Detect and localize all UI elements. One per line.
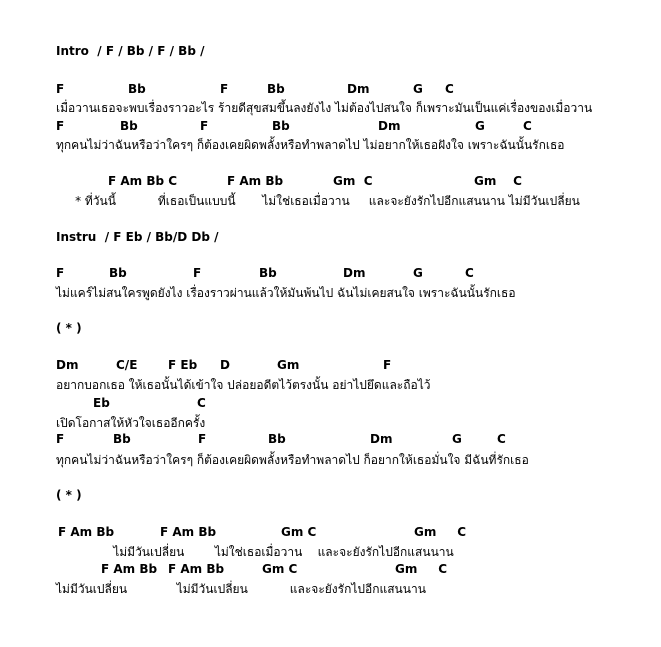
chord-label: Bb [259, 266, 277, 280]
chorus-ref-2: ( * ) [56, 488, 82, 502]
outro-lyric-2: ไม่มีวันเปลี่ยน ไม่มีวันเปลี่ยน และจะยังรักไปอีกแสนนาน [56, 582, 426, 596]
chord-label: G [475, 119, 485, 133]
chorus-lyric: * ที่วันนี้ ที่เธอเป็นแบบนี้ ไม่ใช่เธอเมื่อวาน และจะยังรักไปอีกแสนนาน ไม่มีวันเปลี่ยน [56, 194, 580, 208]
chord-label: C/E [116, 358, 138, 372]
chord-label: F Am Bb [160, 525, 217, 539]
bridge-chords-1 [0, 358, 661, 374]
outro-chords-2 [0, 562, 661, 578]
chord-label: F Am Bb C [108, 174, 178, 188]
chord-label: G [413, 82, 423, 96]
chord-label: Bb [113, 432, 131, 446]
intro-line: Intro / F / Bb / F / Bb / [56, 44, 205, 58]
verse1-chords-1 [0, 82, 661, 98]
chord-label: F Am Bb [168, 562, 225, 576]
chord-label: Gm C [474, 174, 522, 188]
chord-label: C [497, 432, 506, 446]
chorus-chords [0, 174, 661, 190]
outro-lyric-1: ไม่มีวันเปลี่ยน ไม่ใช่เธอเมื่อวาน และจะยังรักไปอีกแสนนาน [56, 545, 454, 559]
chord-label: Bb [128, 82, 146, 96]
chord-label: G [452, 432, 462, 446]
chord-label: F Am Bb [227, 174, 284, 188]
verse1-lyric-2: ทุกคนไม่ว่าฉันหรือว่าใครๆ ก็ต้องเคยผิดพลั้งหรือทำพลาดไป ไม่อยากให้เธอฝังใจ เพราะฉันนั้นรักเธอ [56, 138, 565, 152]
chord-label: F Eb [168, 358, 198, 372]
chord-label: Gm [277, 358, 300, 372]
chord-label: F [56, 119, 65, 133]
bridge-lyric-3: ทุกคนไม่ว่าฉันหรือว่าใครๆ ก็ต้องเคยผิดพลั้งหรือทำพลาดไป ก็อยากให้เธอมั่นใจ มีฉันที่รักเธอ [56, 453, 529, 467]
bridge-lyric-2: เปิดโอกาสให้หัวใจเธออีกครั้ง [56, 416, 206, 430]
verse2-lyric: ไม่แคร์ไม่สนใครพูดยังไง เรื่องราวผ่านแล้วให้มันพ้นไป ฉันไม่เคยสนใจ เพราะฉันนั้นรักเธอ [56, 286, 516, 300]
verse2-chords [0, 266, 661, 282]
chord-label: Dm [56, 358, 79, 372]
chord-label: F [56, 266, 65, 280]
chord-label: G [413, 266, 423, 280]
chord-label: F [56, 432, 65, 446]
chord-label: Dm [343, 266, 366, 280]
chord-label: Bb [268, 432, 286, 446]
chord-label: F Am Bb [58, 525, 115, 539]
chord-label: Bb [109, 266, 127, 280]
chord-label: Gm C [395, 562, 448, 576]
chord-label: Bb [272, 119, 290, 133]
chord-label: Dm [378, 119, 401, 133]
chorus-ref-1: ( * ) [56, 321, 82, 335]
outro-chords-1 [0, 525, 661, 541]
chord-label: C [197, 396, 206, 410]
chord-label: Gm C [414, 525, 467, 539]
chord-label: F [220, 82, 229, 96]
chord-label: D [220, 358, 230, 372]
chord-label: Gm C [281, 525, 317, 539]
chord-label: F [200, 119, 209, 133]
chord-label: Eb [93, 396, 110, 410]
chord-label: F [383, 358, 392, 372]
chord-label: Gm C [333, 174, 373, 188]
chord-label: Gm C [262, 562, 298, 576]
chord-label: C [523, 119, 532, 133]
chord-label: F [193, 266, 202, 280]
chord-label: C [445, 82, 454, 96]
chord-label: F Am Bb [101, 562, 158, 576]
chord-label: F [56, 82, 65, 96]
chord-label: C [465, 266, 474, 280]
bridge-lyric-1: อยากบอกเธอ ให้เธอนั้นได้เข้าใจ ปล่อยอดีตไว้ตรงนั้น อย่าไปยึดและถือไว้ [56, 378, 431, 392]
verse1-lyric-1: เมื่อวานเธอจะพบเรื่องราวอะไร ร้ายดีสุขสมขึ้นลงยังไง ไม่ต้องไปสนใจ ก็เพราะมันเป็นแค่เรื่องของเมื่อวาน [56, 101, 593, 115]
instru-line: Instru / F Eb / Bb/D Db / [56, 230, 219, 244]
chord-label: Dm [347, 82, 370, 96]
chord-label: Bb [267, 82, 285, 96]
verse1-chords-2 [0, 119, 661, 135]
bridge-chords-3 [0, 432, 661, 448]
bridge-chords-2 [0, 396, 661, 412]
chord-label: Dm [370, 432, 393, 446]
chord-label: F [198, 432, 207, 446]
chord-label: Bb [120, 119, 138, 133]
